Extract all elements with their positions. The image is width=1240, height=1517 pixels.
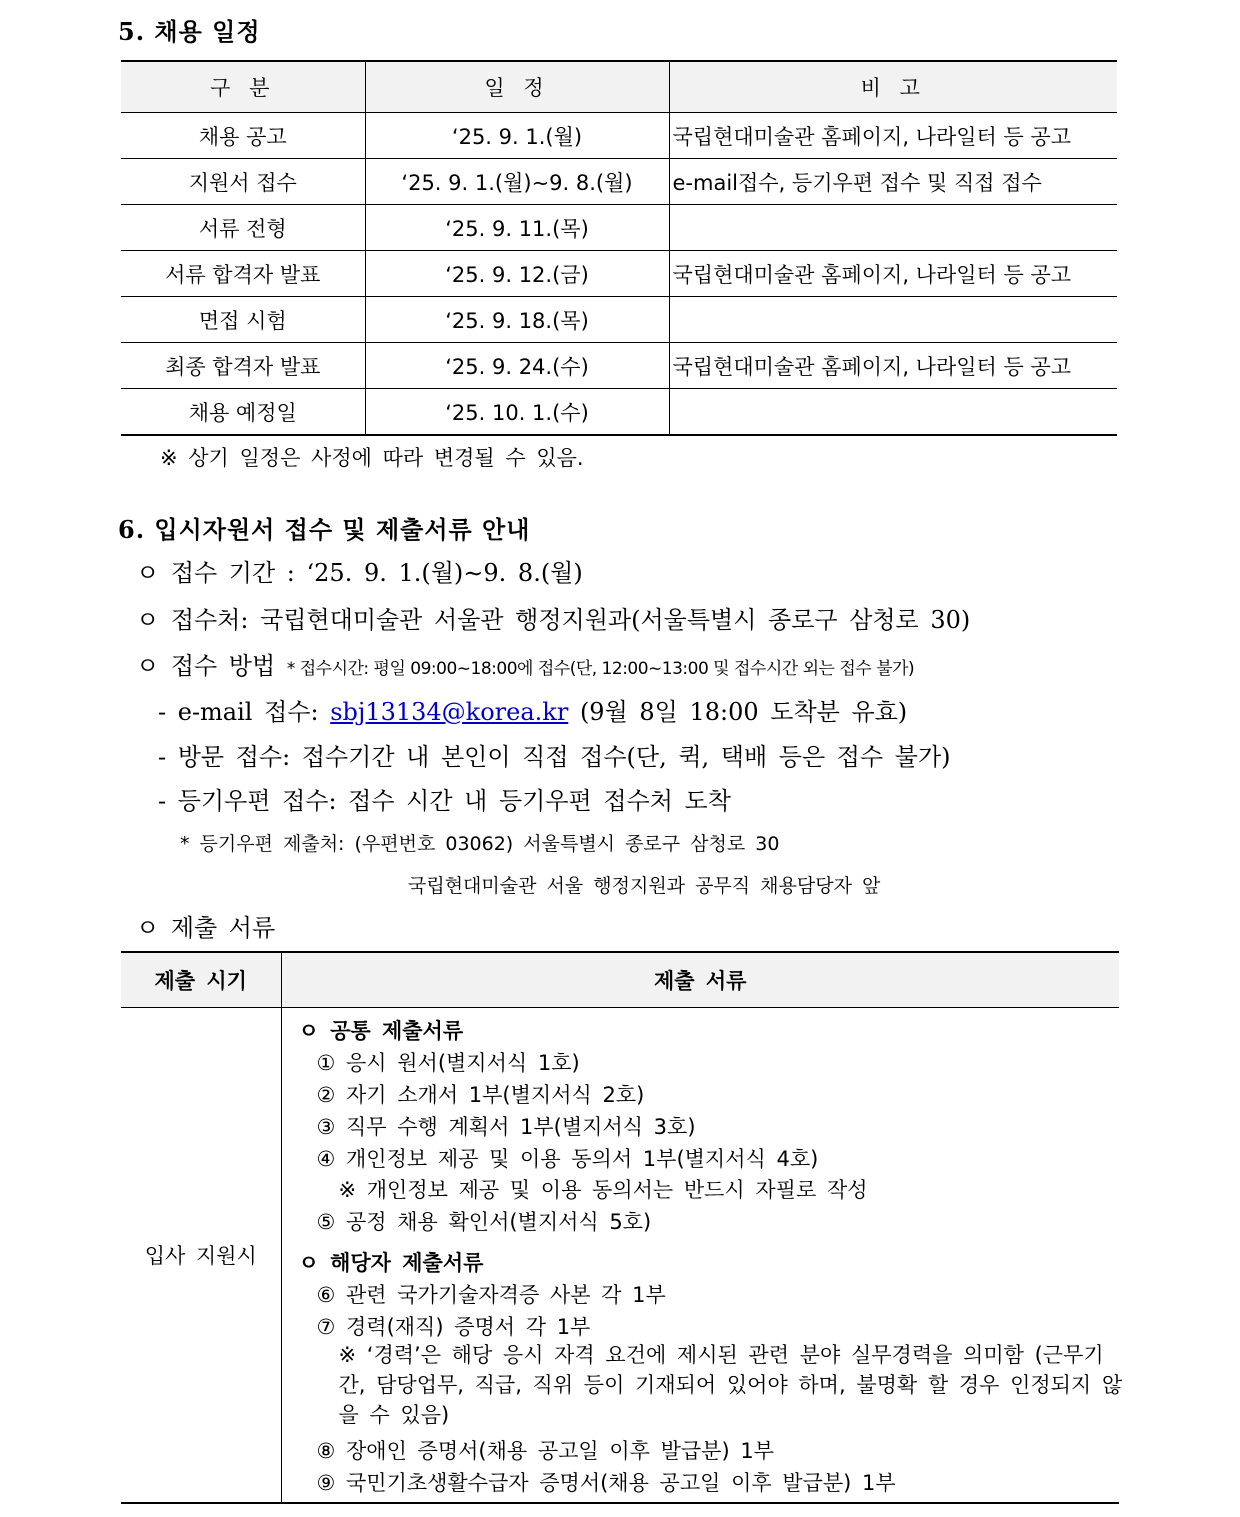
table-row	[121, 297, 1117, 343]
row-category: 서류 합격자 발표	[121, 251, 365, 297]
row-note: e-mail접수, 등기우편 접수 및 직접 접수	[669, 159, 1117, 205]
section6-title: 6. 입시자원서 접수 및 제출서류 안내	[118, 515, 531, 544]
documents-header-row	[121, 952, 1119, 1008]
row-date: ‘25. 9. 12.(금)	[365, 251, 669, 297]
period-line: ㅇ 접수 기간 : ‘25. 9. 1.(월)∼9. 8.(월)	[136, 559, 583, 587]
table-row	[121, 343, 1117, 389]
row-note	[669, 297, 1117, 343]
section5-title: 5. 채용 일정	[118, 17, 261, 46]
list-item: ⑤ 공정 채용 확인서(별지서식 5호)	[316, 1210, 652, 1234]
row-note: 국립현대미술관 홈페이지, 나라일터 등 공고	[669, 251, 1117, 297]
common-docs-title: ㅇ 공통 제출서류	[298, 1019, 464, 1043]
list-item: ⑨ 국민기초생활수급자 증명서(채용 공고일 이후 발급분) 1부	[316, 1471, 896, 1495]
docs-label: ㅇ 제출 서류	[136, 914, 276, 942]
mail-address-line1: * 등기우편 제출처: (우편번호 03062) 서울특별시 종로구 삼청로 30	[180, 833, 780, 855]
list-item: ⑥ 관련 국가기술자격증 사본 각 1부	[316, 1283, 666, 1307]
row-category: 최종 합격자 발표	[121, 343, 365, 389]
mail-line: - 등기우편 접수: 접수 시간 내 등기우편 접수처 도착	[158, 787, 731, 815]
list-item: ⑧ 장애인 증명서(채용 공고일 이후 발급분) 1부	[316, 1439, 774, 1463]
common-note: ※ 개인정보 제공 및 이용 동의서는 반드시 자필로 작성	[338, 1178, 868, 1202]
table-row	[121, 205, 1117, 251]
header-category: 구 분	[121, 61, 365, 113]
email-prefix: - e-mail 접수:	[158, 698, 319, 726]
place-line: ㅇ 접수처: 국립현대미술관 서울관 행정지원과(서울특별시 종로구 삼청로 30)	[136, 606, 971, 634]
row-category: 지원서 접수	[121, 159, 365, 205]
row-date: ‘25. 9. 1.(월)∼9. 8.(월)	[365, 159, 669, 205]
row-note	[669, 205, 1117, 251]
list-item: ④ 개인정보 제공 및 이용 동의서 1부(별지서식 4호)	[316, 1147, 819, 1171]
schedule-footnote: ※ 상기 일정은 사정에 따라 변경될 수 있음.	[160, 446, 584, 470]
schedule-header-row	[121, 61, 1117, 113]
mail-address-line2: 국립현대미술관 서울 행정지원과 공무직 채용담당자 앞	[408, 875, 881, 897]
table-row	[121, 113, 1117, 159]
row-category: 서류 전형	[121, 205, 365, 251]
method-line	[136, 646, 914, 681]
timing-cell: 입사 지원시	[121, 1008, 281, 1504]
row-date: ‘25. 9. 18.(목)	[365, 297, 669, 343]
row-date: ‘25. 9. 11.(목)	[365, 205, 669, 251]
documents-row	[121, 1008, 1119, 1504]
header-documents: 제출 서류	[281, 952, 1119, 1008]
table-row	[121, 389, 1117, 436]
email-link[interactable]: sbj13134@korea.kr	[330, 698, 569, 726]
row-category: 채용 예정일	[121, 389, 365, 436]
row-date: ‘25. 9. 24.(수)	[365, 343, 669, 389]
table-row	[121, 251, 1117, 297]
documents-cell	[281, 1008, 1123, 1504]
schedule-table	[121, 60, 1117, 436]
row-note	[669, 389, 1117, 436]
applicable-docs-title: ㅇ 해당자 제출서류	[298, 1251, 484, 1275]
email-suffix: (9월 8일 18:00 도착분 유효)	[579, 698, 908, 726]
method-label: ㅇ 접수 방법	[136, 652, 276, 680]
table-row	[121, 159, 1117, 205]
row-category: 채용 공고	[121, 113, 365, 159]
row-note: 국립현대미술관 홈페이지, 나라일터 등 공고	[669, 343, 1117, 389]
header-note: 비 고	[669, 61, 1117, 113]
method-note: * 접수시간: 평일 09:00∼18:00에 접수(단, 12:00∼13:00 및 접수시간 외는 접수 불가)	[286, 659, 915, 679]
row-date: ‘25. 10. 1.(수)	[365, 389, 669, 436]
row-date: ‘25. 9. 1.(월)	[365, 113, 669, 159]
list-item: ① 응시 원서(별지서식 1호)	[316, 1051, 580, 1075]
career-note: ※ ‘경력’은 해당 응시 자격 요건에 제시된 관련 분야 실무경력을 의미함 (근무기간, 담당업무, 직급, 직위 등이 기재되어 있어야 하며, 불명확 할 경우 인정되지 않을 수 있음)	[338, 1343, 1123, 1427]
visit-line: - 방문 접수: 접수기간 내 본인이 직접 접수(단, 퀵, 택배 등은 접수 불가)	[158, 743, 951, 771]
list-item: ③ 직무 수행 계획서 1부(별지서식 3호)	[316, 1115, 696, 1139]
documents-table	[121, 951, 1123, 1504]
list-item: ② 자기 소개서 1부(별지서식 2호)	[316, 1083, 645, 1107]
header-date: 일 정	[365, 61, 669, 113]
header-timing: 제출 시기	[121, 952, 281, 1008]
row-note: 국립현대미술관 홈페이지, 나라일터 등 공고	[669, 113, 1117, 159]
list-item: ⑦ 경력(재직) 증명서 각 1부	[316, 1315, 591, 1339]
row-category: 면접 시험	[121, 297, 365, 343]
email-line	[158, 692, 907, 727]
